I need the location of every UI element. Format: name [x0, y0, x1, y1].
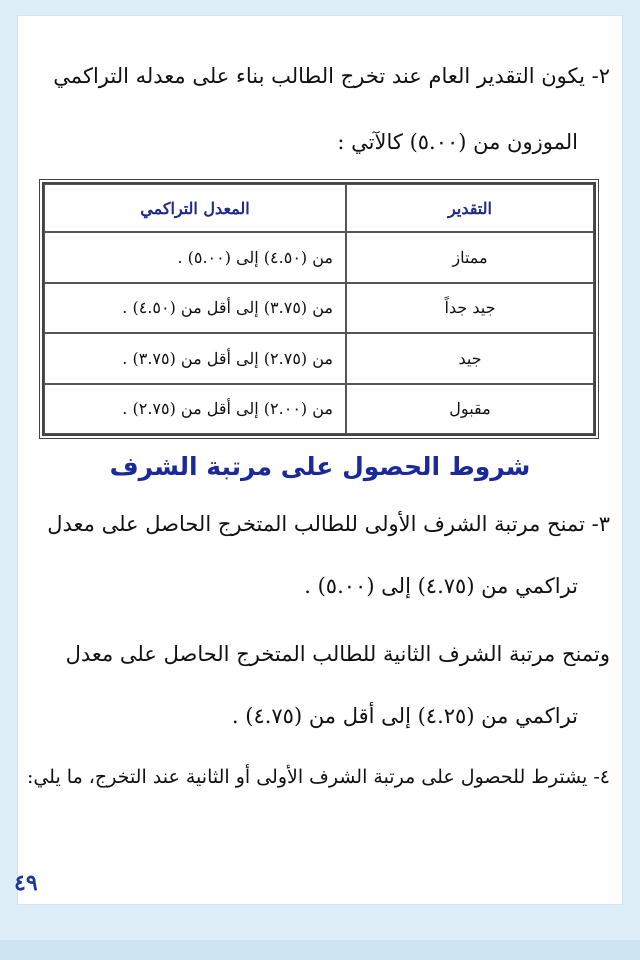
grade-cell: جيد جداً — [346, 283, 594, 334]
grade-cell: مقبول — [346, 384, 594, 435]
para4-line: ٤- يشترط للحصول على مرتبة الشرف الأولى أو الثانية عند التخرج، ما يلي: — [26, 766, 610, 788]
table-row — [44, 283, 594, 334]
page-number: ٤٩ — [14, 870, 38, 896]
table-row — [44, 384, 594, 435]
grades-table — [42, 182, 596, 436]
para3-line3: وتمنح مرتبة الشرف الثانية للطالب المتخرج الحاصل على معدل — [65, 642, 610, 666]
gpa-cell: من (٢.٧٥) إلى أقل من (٣.٧٥) . — [44, 333, 346, 384]
para2-line1: ٢- يكون التقدير العام عند تخرج الطالب بناء على معدله التراكمي — [53, 64, 610, 88]
header-grade: التقدير — [346, 184, 594, 232]
gpa-cell: من (٢.٠٠) إلى أقل من (٢.٧٥) . — [44, 384, 346, 435]
gpa-cell: من (٣.٧٥) إلى أقل من (٤.٥٠) . — [44, 283, 346, 334]
bottom-band — [0, 940, 640, 960]
table-row — [44, 333, 594, 384]
para3-line1: ٣- تمنح مرتبة الشرف الأولى للطالب المتخرج الحاصل على معدل — [47, 512, 610, 536]
para2-line2: الموزون من (٥.٠٠) كالآتي : — [337, 130, 578, 154]
table-row — [44, 232, 594, 283]
table-header-row — [44, 184, 594, 232]
grade-cell: جيد — [346, 333, 594, 384]
para3-line2: تراكمي من (٤.٧٥) إلى (٥.٠٠) . — [304, 574, 578, 598]
gpa-cell: من (٤.٥٠) إلى (٥.٠٠) . — [44, 232, 346, 283]
grade-cell: ممتاز — [346, 232, 594, 283]
section-heading: شروط الحصول على مرتبة الشرف — [109, 452, 531, 481]
header-gpa: المعدل التراكمي — [44, 184, 346, 232]
para3-line4: تراكمي من (٤.٢٥) إلى أقل من (٤.٧٥) . — [231, 704, 578, 728]
